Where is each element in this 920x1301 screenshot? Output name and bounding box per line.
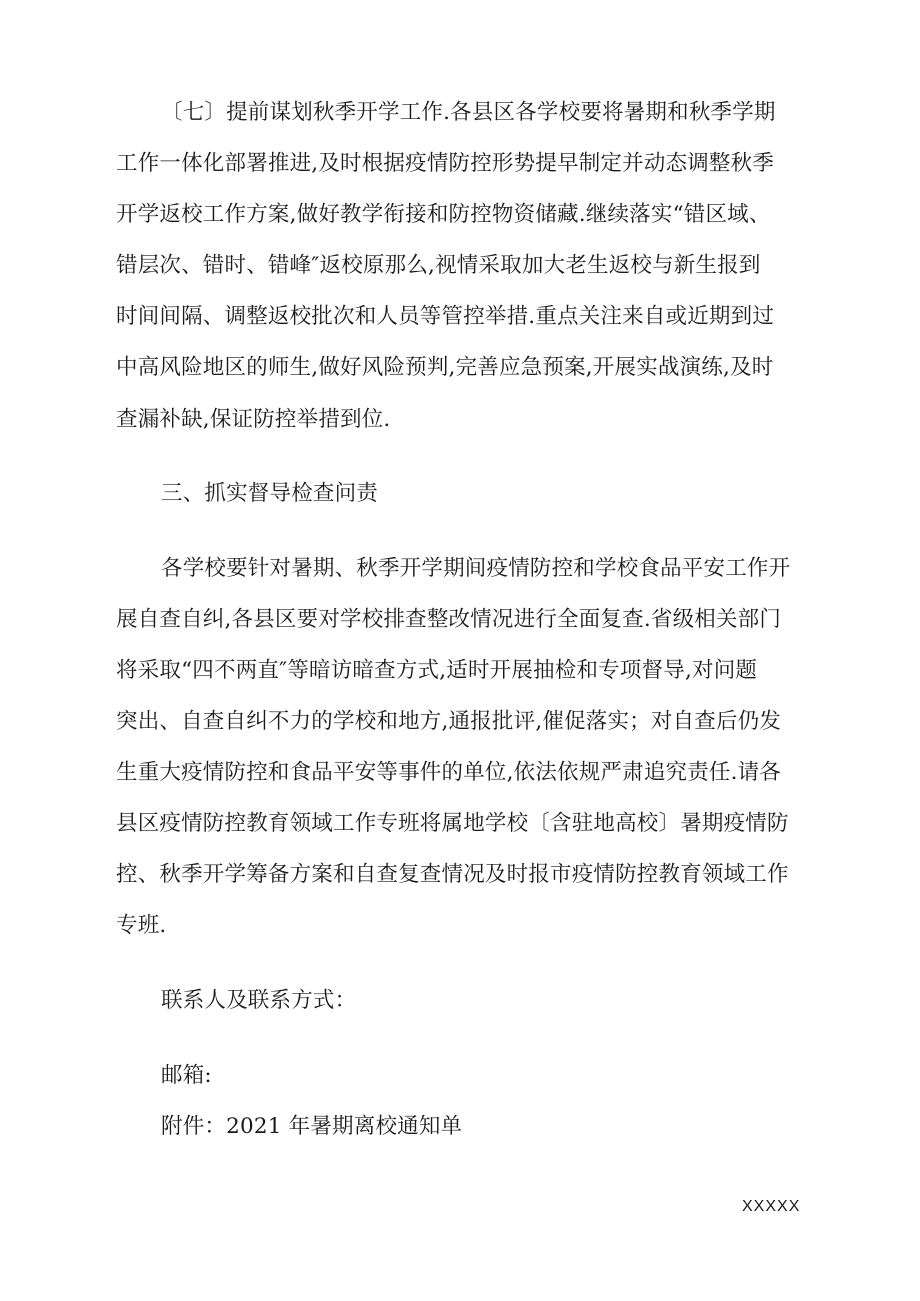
attachment-label: 附件：2021 年暑期离校通知单 [161, 1114, 463, 1139]
paragraph2-line-8: 专班. [116, 913, 167, 938]
paragraph1-line-3: 开学返校工作方案,做好教学衔接和防控物资储藏.继续落实“错区域、 [116, 202, 771, 227]
paragraph2-line-1: 各学校要针对暑期、秋季开学期间疫情防控和学校食品平安工作开 [161, 556, 791, 581]
paragraph1-line-7: 查漏补缺,保证防控举措到位. [116, 407, 391, 432]
paragraph2-line-7: 控、秋季开学筹备方案和自查复查情况及时报市疫情防控教育领域工作 [116, 862, 789, 887]
paragraph2-line-3: 将采取“四不两直″等暗访暗查方式,适时开展抽检和专项督导,对问题 [116, 658, 758, 683]
contact-label: 联系人及联系方式： [161, 988, 357, 1013]
paragraph2-line-6: 县区疫情防控教育领域工作专班将属地学校〔含驻地高校〕暑期疫情防 [116, 811, 789, 836]
paragraph1-line-5: 时间间隔、调整返校批次和人员等管控举措.重点关注来自或近期到过 [116, 304, 775, 329]
paragraph2-line-4: 突出、自查自纠不力的学校和地方,通报批评,催促落实；对自查后仍发 [116, 709, 782, 734]
paragraph2-line-2: 展自查自纠,各县区要对学校排查整改情况进行全面复查.省级相关部门 [116, 607, 782, 632]
paragraph1-line-6: 中高风险地区的师生,做好风险预判,完善应急预案,开展实战演练,及时 [116, 355, 774, 380]
paragraph1-line-1: 〔七〕提前谋划秋季开学工作.各县区各学校要将暑期和秋季学期 [161, 100, 776, 125]
signature: XXXXX [742, 1198, 801, 1215]
section-heading: 三、抓实督导检查问责 [161, 481, 379, 506]
paragraph1-line-4: 错层次、错时、错峰″返校原那么,视情采取加大老生返校与新生报到 [116, 253, 761, 278]
paragraph1-line-2: 工作一体化部署推进,及时根据疫情防控形势提早制定并动态调整秋季 [116, 151, 775, 176]
email-label: 邮箱: [161, 1063, 212, 1088]
paragraph2-line-5: 生重大疫情防控和食品平安等事件的单位,依法依规严肃追究责任.请各 [116, 760, 782, 785]
